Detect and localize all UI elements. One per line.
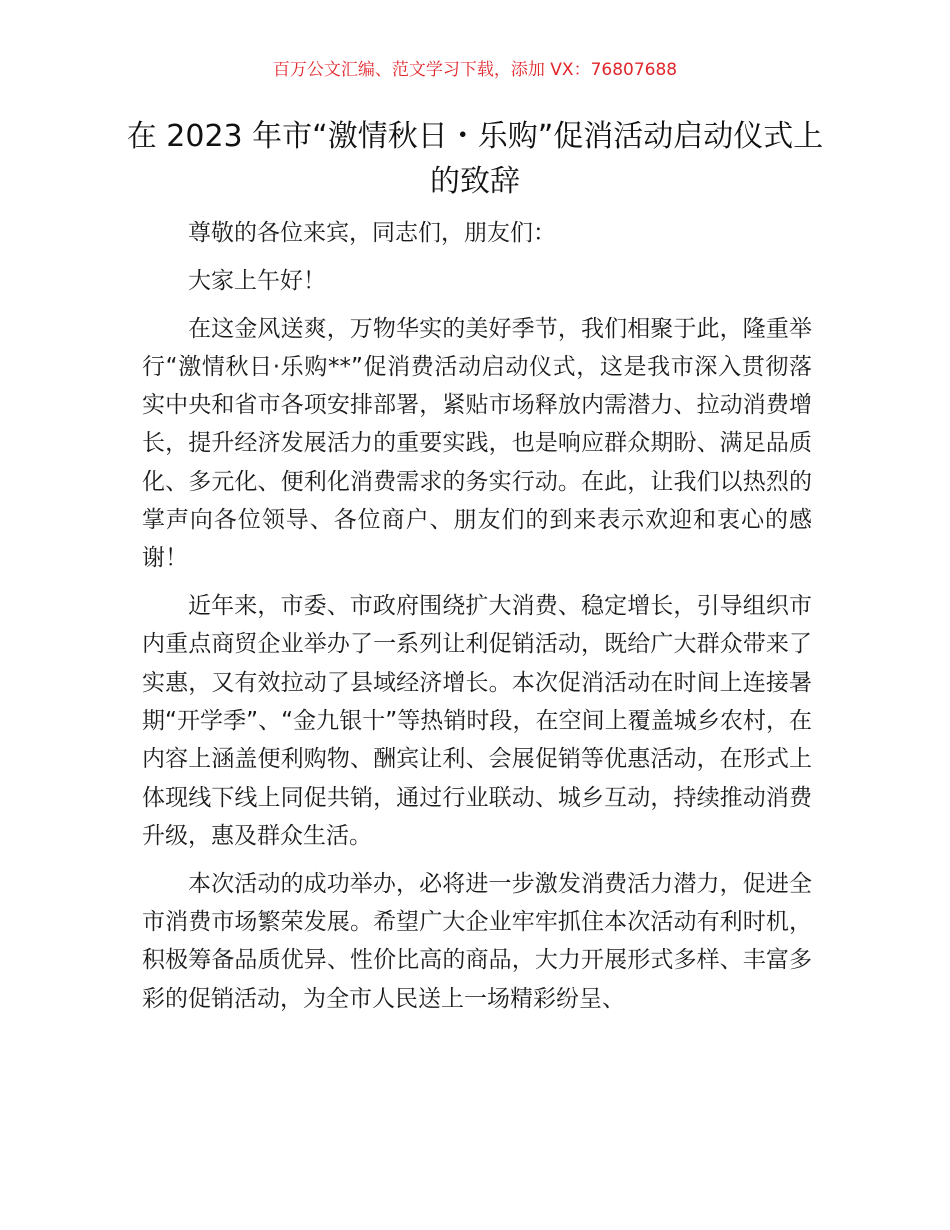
salutation: 尊敬的各位来宾，同志们，朋友们：	[188, 220, 556, 246]
watermark-banner: 百万公文汇编、范文学习下载，添加 VX：76807688	[272, 60, 678, 80]
paragraph-expectations: 本次活动的成功举办，必将进一步激发消费活力潜力，促进全市消费市场繁荣发展。希望广大企业牢牢抓住本次活动有利时机，积极筹备品质优异、性价比高的商品，大力开展形式多样、丰富多彩的促销活动，为全市人民送上一场精彩纷呈、	[142, 870, 812, 1012]
speech-title: 在 2023 年市“激情秋日・乐购”促消活动启动仪式上的致辞	[126, 119, 824, 199]
speech-body	[142, 214, 812, 1027]
greeting: 大家上午好！	[188, 267, 326, 294]
paragraph-background: 近年来，市委、市政府围绕扩大消费、稳定增长，引导组织市内重点商贸企业举办了一系列让利促销活动，既给广大群众带来了实惠，又有效拉动了县域经济增长。本次促消活动在时间上连接暑期“开学季”、“金九银十”等热销时段，在空间上覆盖城乡农村，在内容上涵盖便利购物、酬宾让利、会展促销等优惠活动，在形式上体现线下线上同促共销，通过行业联动、城乡互动，持续推动消费升级，惠及群众生活。	[142, 593, 812, 849]
paragraph-opening: 在这金风送爽，万物华实的美好季节，我们相聚于此，隆重举行“激情秋日·乐购**”促消费活动启动仪式，这是我市深入贯彻落实中央和省市各项安排部署，紧贴市场释放内需潜力、拉动消费增长，提升经济发展活力的重要实践，也是响应群众期盼、满足品质化、多元化、便利化消费需求的务实行动。在此，让我们以热烈的掌声向各位领导、各位商户、朋友们的到来表示欢迎和衷心的感谢！	[142, 315, 812, 572]
